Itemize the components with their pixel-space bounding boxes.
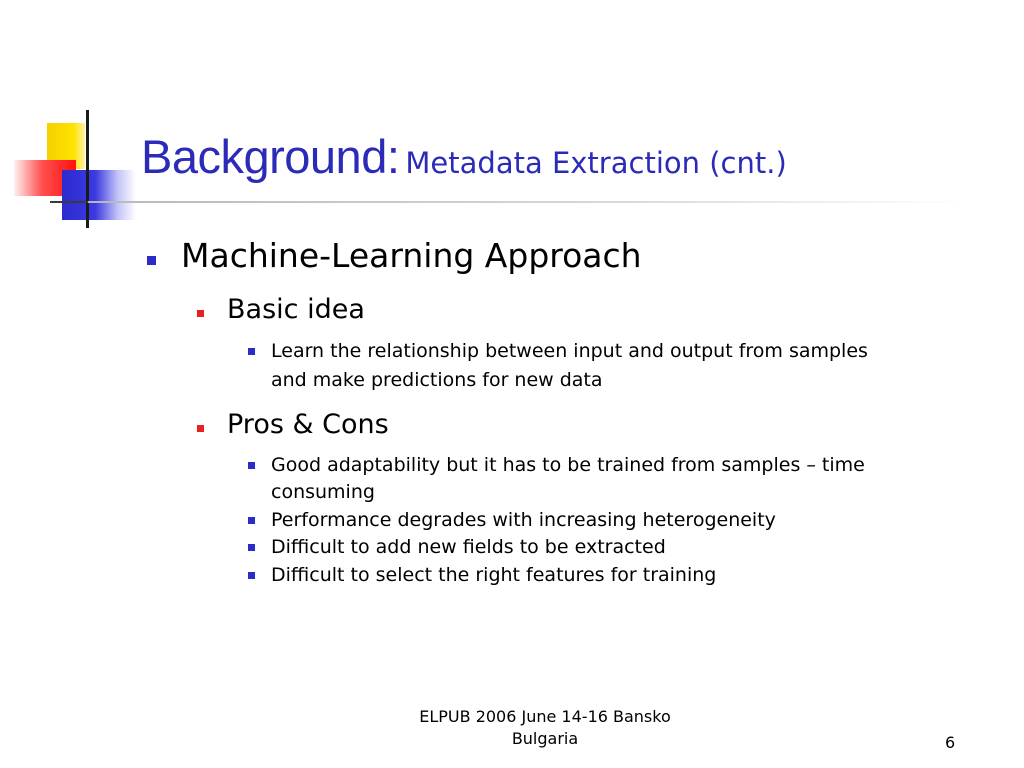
list-item-continued: consuming: [271, 481, 375, 503]
list-item: Good adaptability but it has to be trained from samples – time: [271, 454, 865, 476]
slide-footer: [395, 706, 695, 750]
bullet-level2: [197, 310, 204, 317]
bullet-level3: [248, 462, 255, 469]
title-colon: :: [386, 130, 400, 183]
list-item: Learn the relationship between input and output from samples: [271, 340, 868, 362]
list-item: Difficult to select the right features for training: [271, 564, 717, 586]
logo-blue-block: [62, 170, 136, 220]
title-main: Background: [141, 130, 387, 183]
list-item: Performance degrades with increasing heterogeneity: [271, 509, 776, 531]
title-subtitle: Metadata Extraction (cnt.): [405, 146, 787, 180]
bullet-level3: [248, 517, 255, 524]
slide-logo: [0, 0, 140, 240]
bullet-level3: [248, 572, 255, 579]
bullet-level3: [248, 348, 255, 355]
list-item-continued: and make predictions for new data: [271, 369, 603, 391]
heading-machine-learning: Machine-Learning Approach: [181, 236, 642, 275]
title-divider: [88, 201, 968, 203]
section-basic-idea: Basic idea: [227, 294, 365, 325]
slide-title: [141, 130, 787, 183]
section-pros-cons: Pros & Cons: [227, 409, 389, 440]
footer-line1: ELPUB 2006 June 14-16 Bansko: [419, 707, 671, 726]
page-number: 6: [945, 733, 956, 752]
footer-line2: Bulgaria: [511, 729, 579, 748]
bullet-level3: [248, 544, 255, 551]
list-item: Difficult to add new fields to be extracted: [271, 536, 666, 558]
logo-vertical-line: [86, 110, 89, 228]
bullet-level1: [147, 256, 156, 265]
bullet-level2: [197, 425, 204, 432]
